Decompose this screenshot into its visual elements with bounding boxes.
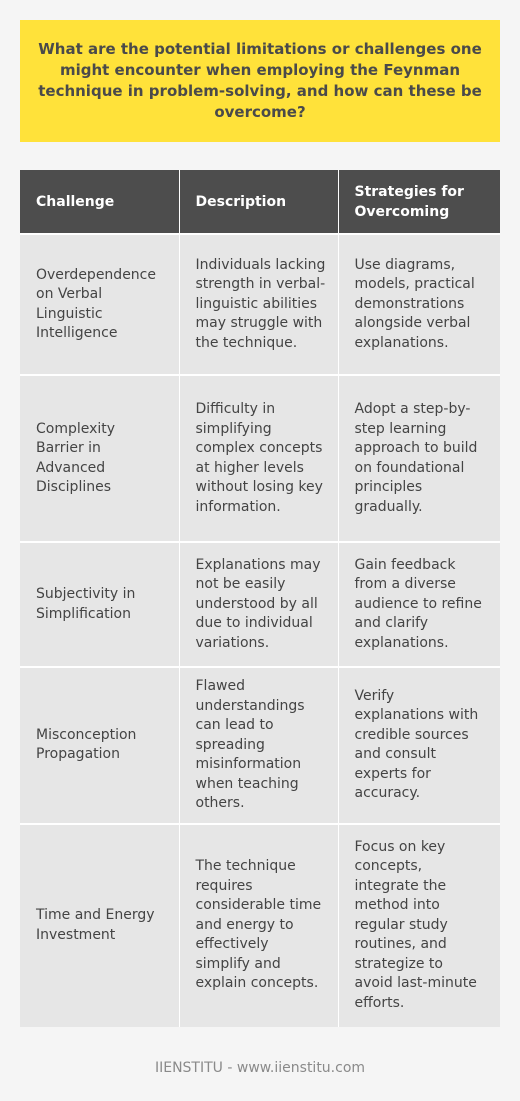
cell-description: Explanations may not be easily understood by all due to individual variations. [179,542,338,667]
cell-strategy: Use diagrams, models, practical demonstrations alongside verbal explanations. [338,234,500,375]
cell-strategy: Verify explanations with credible sources and consult experts for accuracy. [338,667,500,824]
cell-strategy: Gain feedback from a diverse audience to refine and clarify explanations. [338,542,500,667]
table-row [20,234,500,375]
table-row [20,667,500,824]
cell-challenge: Subjectivity in Simplification [20,542,179,667]
table-header-row [20,170,500,234]
cell-challenge: Complexity Barrier in Advanced Disciplines [20,375,179,542]
cell-strategy: Adopt a step-by-step learning approach to build on foundational principles gradually. [338,375,500,542]
challenges-table [20,170,500,1027]
cell-challenge: Time and Energy Investment [20,824,179,1027]
question-banner [20,20,500,142]
cell-description: Individuals lacking strength in verbal-linguistic abilities may struggle with the technique. [179,234,338,375]
header-strategies: Strategies for Overcoming [338,170,500,234]
table-row [20,542,500,667]
question-text: What are the potential limitations or challenges one might encounter when employing the Feynman technique in problem-solving, and how can these be overcome? [38,40,482,121]
cell-strategy: Focus on key concepts, integrate the method into regular study routines, and strategize to avoid last-minute efforts. [338,824,500,1027]
footer-credit: IIENSTITU - www.iienstitu.com [154,1060,366,1076]
table-row [20,824,500,1027]
cell-description: Difficulty in simplifying complex concepts at higher levels without losing key information. [179,375,338,542]
header-challenge: Challenge [20,170,179,234]
cell-challenge: Misconception Propagation [20,667,179,824]
table-row [20,375,500,542]
cell-challenge: Overdependence on Verbal Linguistic Intelligence [20,234,179,375]
header-description: Description [179,170,338,234]
cell-description: The technique requires considerable time and energy to effectively simplify and explain concepts. [179,824,338,1027]
cell-description: Flawed understandings can lead to spreading misinformation when teaching others. [179,667,338,824]
